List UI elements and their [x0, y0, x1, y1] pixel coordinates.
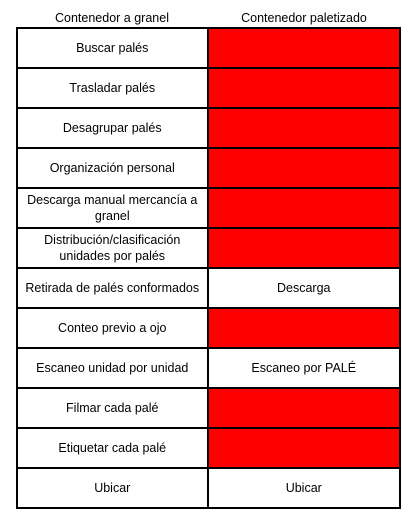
- table-row: [18, 467, 399, 507]
- table-row: [18, 187, 399, 227]
- header-palletized-container: Contenedor paletizado: [241, 11, 367, 25]
- bulk-task-cell: Etiquetar cada palé: [18, 429, 209, 467]
- table-header: [16, 9, 400, 27]
- palletized-task-cell: Descarga: [277, 281, 331, 295]
- palletized-task-cell: [209, 29, 400, 67]
- bulk-task-cell: Conteo previo a ojo: [18, 309, 209, 347]
- table-row: [18, 427, 399, 467]
- palletized-task-cell: [209, 189, 400, 227]
- palletized-task-cell: [209, 109, 400, 147]
- table-row: [18, 267, 399, 307]
- palletized-task-cell: [209, 149, 400, 187]
- table-row: [18, 307, 399, 347]
- palletized-task-cell: Escaneo por PALÉ: [251, 361, 357, 375]
- table-row: [18, 147, 399, 187]
- palletized-task-cell: [209, 429, 400, 467]
- bulk-task-cell: Filmar cada palé: [18, 389, 209, 427]
- table-row: [18, 67, 399, 107]
- comparison-table: [16, 27, 401, 509]
- bulk-task-cell: Distribución/clasificación unidades por palés: [18, 229, 209, 267]
- bulk-task-cell: Escaneo unidad por unidad: [18, 349, 209, 387]
- bulk-task-cell: Desagrupar palés: [18, 109, 209, 147]
- table-row: [18, 387, 399, 427]
- bulk-task-cell: Buscar palés: [18, 29, 209, 67]
- table-row: [18, 107, 399, 147]
- bulk-task-cell: Descarga manual mercancía a granel: [18, 189, 209, 227]
- table-row: [18, 347, 399, 387]
- palletized-task-cell: [209, 389, 400, 427]
- palletized-task-cell: [209, 309, 400, 347]
- palletized-task-cell: [209, 229, 400, 267]
- palletized-task-cell: Ubicar: [285, 481, 322, 495]
- bulk-task-cell: Trasladar palés: [18, 69, 209, 107]
- header-bulk-container: Contenedor a granel: [55, 11, 169, 25]
- table-row: [18, 227, 399, 267]
- bulk-task-cell: Ubicar: [18, 469, 209, 507]
- table-row: [18, 29, 399, 67]
- bulk-task-cell: Retirada de palés conformados: [18, 269, 209, 307]
- palletized-task-cell: [209, 69, 400, 107]
- bulk-task-cell: Organización personal: [18, 149, 209, 187]
